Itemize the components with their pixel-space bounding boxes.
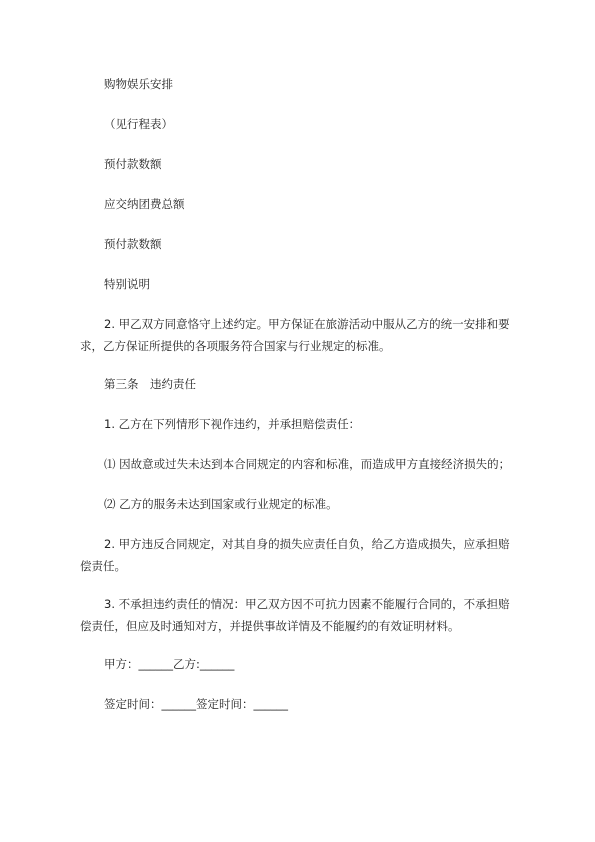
paragraph-breach-1-item-1: ⑴ 因故意或过失未达到本合同规定的内容和标准，而造成甲方直接经济损失的； bbox=[104, 457, 511, 471]
paragraph-prepayment-amount-1: 预付款数额 bbox=[104, 157, 162, 171]
signature-date-line: 签定时间：______签定时间：______ bbox=[104, 697, 288, 711]
paragraph-clause-2-agreement: 2. 甲乙双方同意恪守上述约定。甲方保证在旅游活动中服从乙方的统一安排和要求，乙方保证所提供的各项服务符合国家与行业规定的标准。 bbox=[80, 317, 510, 353]
paragraph-see-itinerary: （见行程表） bbox=[104, 117, 173, 131]
paragraph-breach-1: 1. 乙方在下列情形下视作违约，并承担赔偿责任： bbox=[104, 417, 361, 431]
paragraph-breach-1-item-2: ⑵ 乙方的服务未达到国家或行业规定的标准。 bbox=[104, 497, 338, 511]
paragraph-prepayment-amount-2: 预付款数额 bbox=[104, 237, 162, 251]
signature-parties-line: 甲方：______乙方:______ bbox=[104, 657, 235, 671]
paragraph-breach-2: 2. 甲方违反合同规定，对其自身的损失应责任自负，给乙方造成损失，应承担赔偿责任。 bbox=[80, 537, 510, 573]
paragraph-special-notes: 特别说明 bbox=[104, 277, 150, 291]
paragraph-breach-3: 3. 不承担违约责任的情况：甲乙双方因不可抗力因素不能履行合同的，不承担赔偿责任，但应及时通知对方，并提供事故详情及不能履约的有效证明材料。 bbox=[80, 597, 510, 633]
heading-article-3: 第三条 违约责任 bbox=[104, 377, 196, 391]
paragraph-total-fee: 应交纳团费总额 bbox=[104, 197, 185, 211]
paragraph-shopping-entertainment: 购物娱乐安排 bbox=[104, 77, 173, 91]
